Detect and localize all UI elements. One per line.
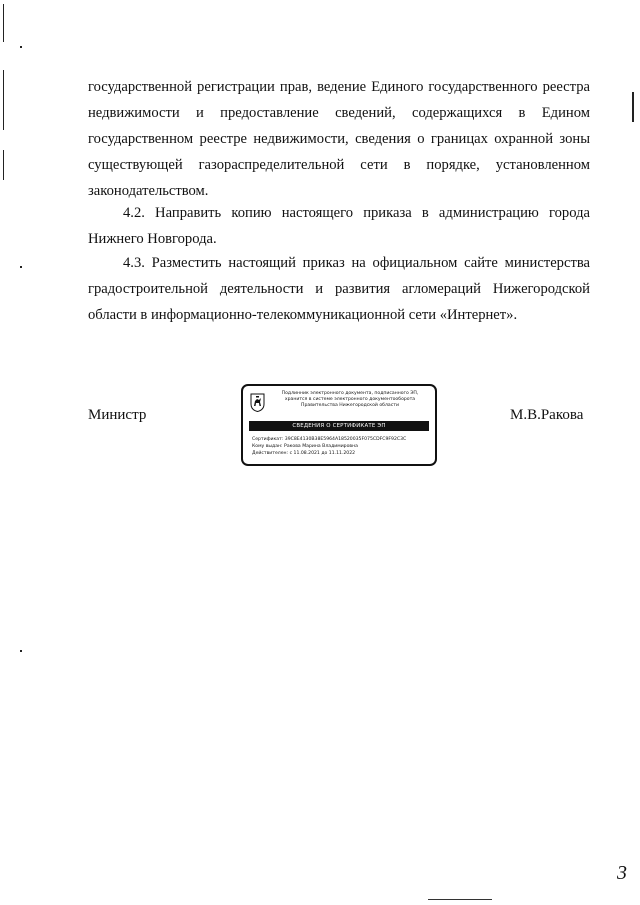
text-line: области в информационно-телекоммуникационной сети «Интернет». [88, 307, 518, 323]
electronic-signature-stamp [241, 384, 437, 466]
stamp-header [267, 391, 433, 409]
page-number: 3 [617, 862, 627, 884]
text-line: Нижнего Новгорода. [88, 231, 217, 247]
stamp-header-line: Правительства Нижегородской области [301, 403, 399, 408]
scan-artifact [3, 70, 4, 130]
scan-artifact [20, 650, 22, 652]
paragraph-4-1 [88, 74, 590, 204]
divider [428, 899, 492, 900]
scan-artifact [20, 266, 22, 268]
stamp-certificate-info [252, 436, 432, 458]
stamp-validity: Действителен: с 11.08.2021 до 11.11.2022 [252, 451, 356, 457]
scan-artifact [20, 46, 22, 48]
stamp-issued-to: Кому выдан: Ракова Марина Владимировна [252, 444, 358, 450]
scan-artifact [3, 4, 4, 42]
text-line: государственном реестре недвижимости, сведения о границах охранной зоны [88, 131, 590, 147]
signatory-name: М.В.Ракова [510, 407, 584, 423]
scan-artifact [3, 150, 4, 180]
text-line: существующей газораспределительной сети в порядке, установленном [88, 157, 590, 173]
text-line: 4.3. Разместить настоящий приказ на официальном сайте министерства [123, 255, 590, 271]
signatory-title: Министр [88, 407, 147, 423]
stamp-certificate-banner: СВЕДЕНИЯ О СЕРТИФИКАТЕ ЭП [249, 421, 429, 431]
text-line: градостроительной деятельности и развития агломераций Нижегородской [88, 281, 590, 297]
text-line: 4.2. Направить копию настоящего приказа в администрацию города [123, 205, 590, 221]
text-line: недвижимости и предоставление сведений, содержащихся в Едином [88, 105, 590, 121]
paragraph-4-2 [88, 200, 590, 252]
text-line: законодательством. [88, 183, 209, 199]
stamp-header-line: Подлинник электронного документа, подписанного ЭП, [281, 391, 419, 396]
stamp-certificate-number: Сертификат: 39C8E4130B38E5964A18520035F075CDFC9F92C3C [252, 437, 407, 442]
coat-of-arms-icon [250, 393, 265, 412]
text-line: государственной регистрации прав, ведение Единого государственного реестра [88, 79, 590, 95]
paragraph-4-3 [88, 250, 590, 328]
stamp-header-line: хранится в системе электронного документооборота [284, 397, 416, 402]
scan-artifact [632, 92, 634, 122]
